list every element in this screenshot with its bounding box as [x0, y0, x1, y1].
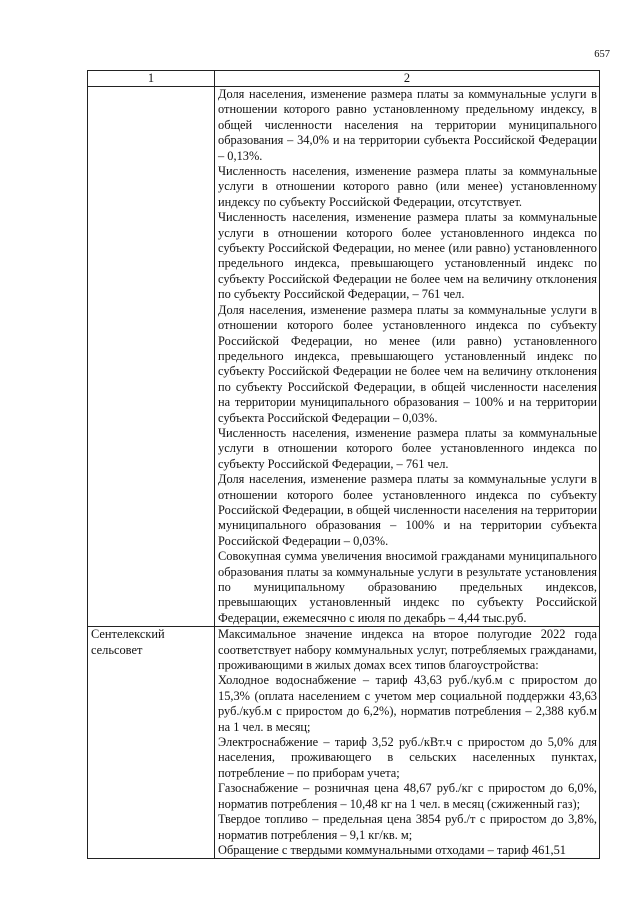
- column-header-2: 2: [215, 71, 600, 87]
- paragraph: Обращение с твердыми коммунальными отходами – тариф 461,51: [218, 842, 566, 857]
- table-row: [88, 627, 600, 859]
- table-header-row: [88, 71, 600, 87]
- paragraph: Совокупная сумма увеличения вносимой гражданами муниципального образования платы за коммунальные услуги в результате установления по муниципальному образованию предельных индексов, превышающих установленный индекс по субъекту Российской Федерации, ежемесячно с июля по декабрь – 4,44 тыс.руб.: [218, 549, 597, 625]
- paragraph: Доля населения, изменение размера платы за коммунальные услуги в отношении которого более установленного индекса по субъекту Российской Федерации, но менее (или равно) установленного предельного индекса, превышающего установленный индекс по субъекту Российской Федерации не более чем на величину отклонения по субъекту Российской Федерации, в общей численности населения на территории муниципального образования – 100% и на территории субъекта Российской Федерации – 0,03%.: [218, 302, 597, 425]
- paragraph: Максимальное значение индекса на второе полугодие 2022 года соответствует набору коммунальных услуг, потребляемых гражданами, проживающими в жилых домах всех типов благоустройства:: [218, 627, 597, 673]
- paragraph: Численность населения, изменение размера платы за коммунальные услуги в отношении которого более установленного индекса по субъекту Российской Федерации, но менее (или равно) установленного предельного индекса, превышающего установленный индекс по субъекту Российской Федерации не более чем на величину отклонения по субъекту Российской Федерации, – 761 чел.: [218, 210, 597, 302]
- row-content-cell: [215, 87, 600, 627]
- paragraph: Численность населения, изменение размера платы за коммунальные услуги в отношении которого равно (или менее) установленному индексу по субъекту Российской Федерации, отсутствует.: [218, 164, 597, 209]
- paragraph: Доля населения, изменение размера платы за коммунальные услуги в отношении которого равно установленному предельному индексу, в общей численности населения на территории муниципального образования – 34,0% и на территории субъекта Российской Федерации – 0,13%.: [218, 87, 597, 163]
- row-name-cell: [88, 87, 215, 627]
- paragraph: Электроснабжение – тариф 3,52 руб./кВт.ч с приростом до 5,0% для населения, проживающего в сельских населенных пунктах, потребление – по приборам учета;: [218, 735, 597, 780]
- paragraph: Холодное водоснабжение – тариф 43,63 руб./куб.м с приростом до 15,3% (оплата населением с учетом мер социальной поддержки 43,63 руб./куб.м с приростом до 6,2%), норматив потребления – 2,388 куб.м на 1 чел. в месяц;: [218, 673, 597, 734]
- paragraph: Численность населения, изменение размера платы за коммунальные услуги в отношении которого более установленного индекса по субъекту Российской Федерации, – 761 чел.: [218, 425, 597, 471]
- row-content-cell: [215, 627, 600, 859]
- paragraph: Твердое топливо – предельная цена 3854 руб./т с приростом до 3,8%, норматив потребления – 9,1 кг/кв. м;: [218, 812, 597, 842]
- page-number: 657: [594, 49, 610, 60]
- region-name: Сентелекский сельсовет: [91, 627, 165, 657]
- paragraph: Газоснабжение – розничная цена 48,67 руб./кг с приростом до 6,0%, норматив потребления – 10,48 кг на 1 чел. в месяц (сжиженный газ);: [218, 781, 597, 811]
- table-row: [88, 87, 600, 627]
- row-name-cell: [88, 627, 215, 859]
- data-table: [87, 70, 600, 859]
- paragraph: Доля населения, изменение размера платы за коммунальные услуги в отношении которого более установленного индекса по субъекту Российской Федерации, в общей численности населения на территории муниципального образования – 100% и на территории субъекта Российской Федерации – 0,03%.: [218, 472, 597, 548]
- column-header-1: 1: [88, 71, 215, 87]
